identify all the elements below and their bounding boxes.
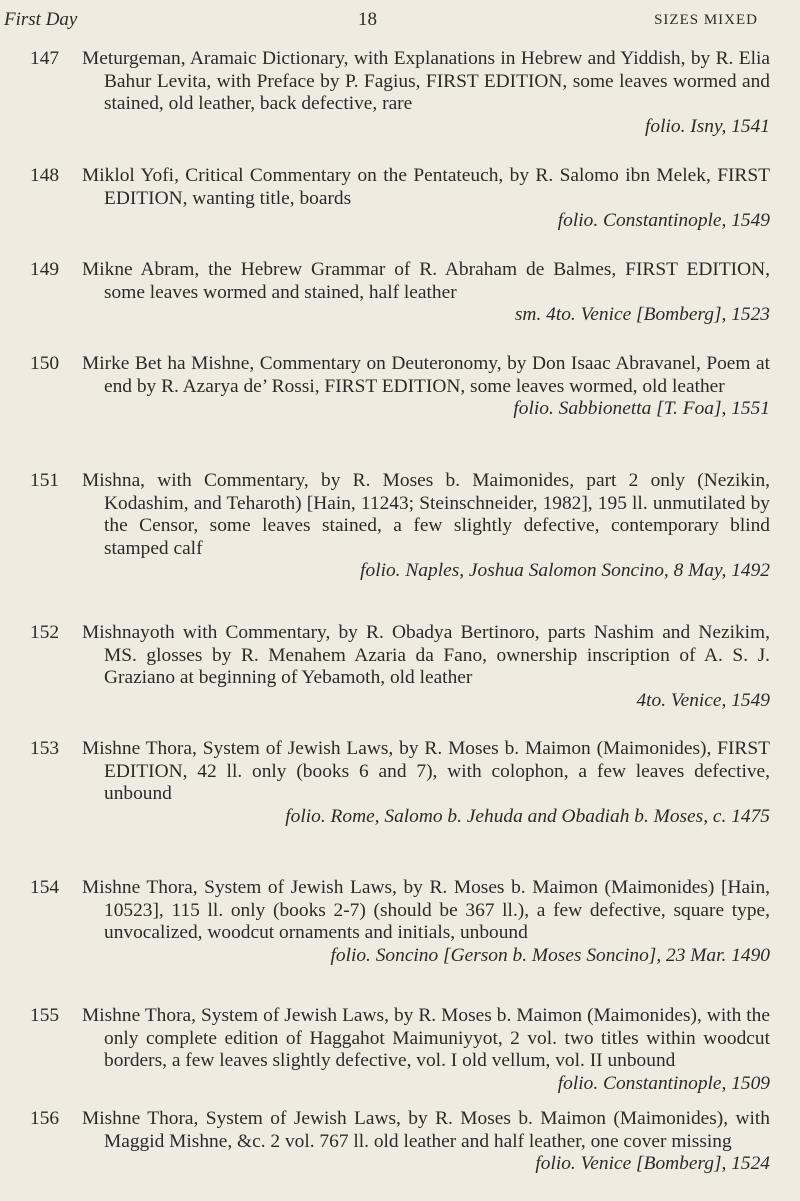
lot-description: Mishne Thora, System of Jewish Laws, by R. Moses b. Maimon (Maimonides), with the only complete edition of Haggahot Maimuniyyot, 2 vol. two titles within woodcut borders, a few leaves slightly defective, vol. I old vellum, vol. II unbound (82, 1005, 770, 1072)
page-number: 18 (358, 9, 377, 30)
lot-number: 150 (30, 353, 60, 374)
lot-number: 154 (30, 877, 60, 898)
lot-description: Mishna, with Commentary, by R. Moses b. Maimonides, part 2 only (Nezikin, Kodashim, and Teharoth) [Hain, 11243; Steinschneider, 1982], 195 ll. unmutilated by the Censor, some leaves stained, a few slightly defective, contemporary blind stamped calf (82, 470, 770, 559)
lot-imprint: folio. Constantinople, 1549 (557, 210, 770, 232)
lot-imprint: 4to. Venice, 1549 (636, 689, 770, 711)
lot-description: Mishne Thora, System of Jewish Laws, by R. Moses b. Maimon (Maimonides), with Maggid Mishne, &c. 2 vol. 767 ll. old leather and half leather, one cover missing (82, 1108, 770, 1152)
lot-number: 148 (30, 165, 60, 186)
lot-description: Mirke Bet ha Mishne, Commentary on Deuteronomy, by Don Isaac Abravanel, Poem at end by R. Azarya de’ Rossi, FIRST EDITION, some leaves wormed, old leather (82, 353, 770, 397)
lot-description: Mishne Thora, System of Jewish Laws, by R. Moses b. Maimon (Maimonides), FIRST EDITION, 42 ll. only (books 6 and 7), with colophon, a few leaves defective, unbound (82, 738, 770, 805)
lot-number: 149 (30, 259, 60, 280)
header-section: SIZES MIXED (654, 12, 758, 28)
lot-imprint: folio. Naples, Joshua Salomon Soncino, 8 May, 1492 (360, 560, 770, 582)
lot-description: Mishnayoth with Commentary, by R. Obadya Bertinoro, parts Nashim and Nezikim, MS. glosses by R. Menahem Azaria da Fano, ownership inscription of A. S. J. Graziano at beginning of Yebamoth, old leather (82, 622, 770, 689)
lot-description: Mikne Abram, the Hebrew Grammar of R. Abraham de Balmes, FIRST EDITION, some leaves wormed and stained, half leather (82, 259, 770, 303)
lot-number: 147 (30, 48, 60, 69)
lot-number: 155 (30, 1005, 60, 1026)
lot-imprint: folio. Sabbionetta [T. Foa], 1551 (513, 398, 770, 420)
lot-number: 156 (30, 1108, 60, 1129)
lot-imprint: folio. Constantinople, 1509 (557, 1072, 770, 1094)
lot-description: Miklol Yofi, Critical Commentary on the Pentateuch, by R. Salomo ibn Melek, FIRST EDITION, wanting title, boards (82, 165, 770, 209)
lot-description: Meturgeman, Aramaic Dictionary, with Explanations in Hebrew and Yiddish, by R. Elia Bahur Levita, with Preface by P. Fagius, FIRST EDITION, some leaves wormed and stained, old leather, back defective, rare (82, 48, 770, 115)
header-day: First Day (4, 9, 78, 30)
lot-imprint: folio. Venice [Bomberg], 1524 (535, 1153, 770, 1175)
lot-imprint: folio. Rome, Salomo b. Jehuda and Obadiah b. Moses, c. 1475 (285, 805, 770, 827)
lot-number: 151 (30, 470, 60, 491)
lot-number: 153 (30, 738, 60, 759)
lot-description: Mishne Thora, System of Jewish Laws, by R. Moses b. Maimon (Maimonides) [Hain, 10523], 115 ll. only (books 2-7) (should be 367 ll.), a few defective, square type, unvocalized, woodcut ornaments and initials, unbound (82, 877, 770, 944)
lot-imprint: sm. 4to. Venice [Bomberg], 1523 (514, 304, 770, 326)
lot-imprint: folio. Soncino [Gerson b. Moses Soncino], 23 Mar. 1490 (330, 944, 770, 966)
page-header (0, 6, 800, 34)
lot-imprint: folio. Isny, 1541 (645, 115, 770, 137)
lot-number: 152 (30, 622, 60, 643)
